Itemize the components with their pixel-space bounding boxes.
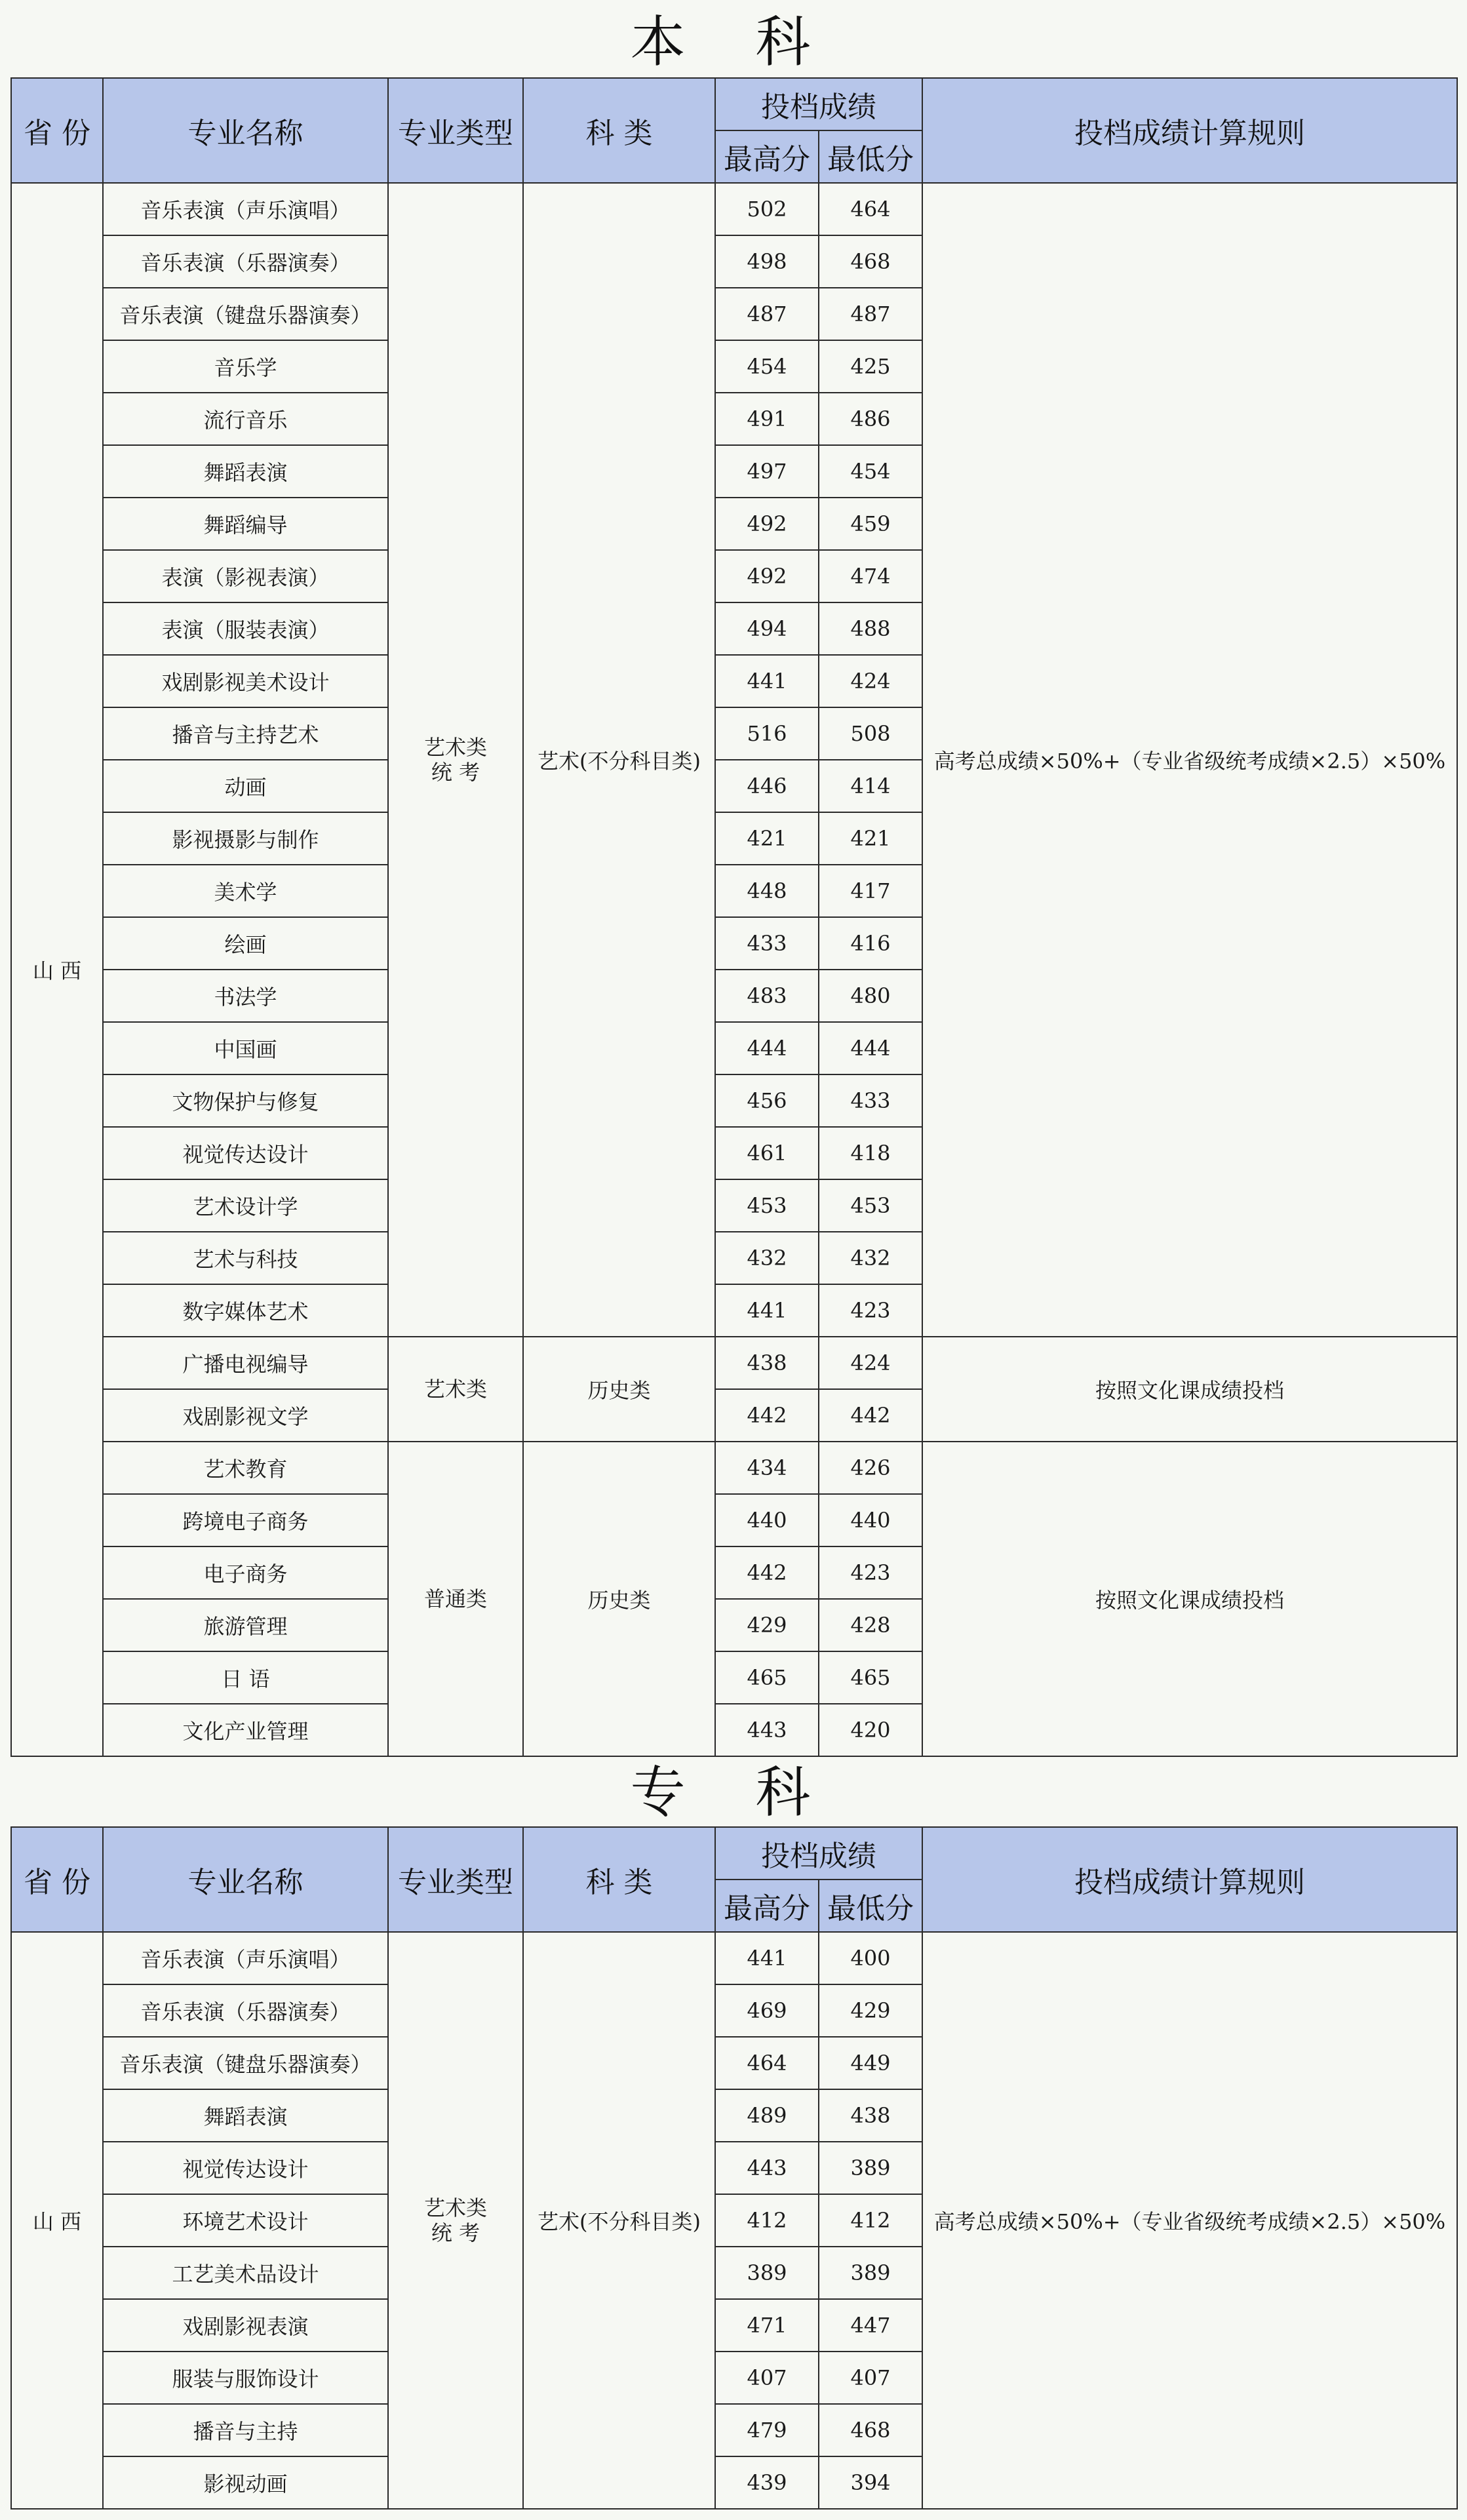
max-score: 498 bbox=[715, 235, 819, 288]
major-name: 音乐表演（声乐演唱） bbox=[103, 1932, 388, 1984]
max-score: 502 bbox=[715, 183, 819, 235]
header-major-type: 专业类型 bbox=[388, 78, 523, 183]
min-score: 421 bbox=[819, 812, 922, 865]
min-score: 425 bbox=[819, 340, 922, 393]
major-name: 影视动画 bbox=[103, 2456, 388, 2509]
major-name: 动画 bbox=[103, 760, 388, 812]
header-min-score: 最低分 bbox=[819, 1880, 922, 1932]
province-cell: 山 西 bbox=[11, 183, 103, 1756]
min-score: 423 bbox=[819, 1546, 922, 1599]
max-score: 446 bbox=[715, 760, 819, 812]
major-name: 视觉传达设计 bbox=[103, 2142, 388, 2194]
min-score: 400 bbox=[819, 1932, 922, 1984]
major-name: 舞蹈编导 bbox=[103, 498, 388, 550]
major-name: 艺术教育 bbox=[103, 1442, 388, 1494]
max-score: 442 bbox=[715, 1389, 819, 1442]
major-name: 影视摄影与制作 bbox=[103, 812, 388, 865]
major-name: 流行音乐 bbox=[103, 393, 388, 445]
section-title-undergraduate: 本 科 bbox=[630, 10, 837, 74]
major-type-line1: 艺术类 bbox=[423, 735, 487, 760]
header-score-group: 投档成绩 bbox=[715, 78, 922, 130]
min-score: 424 bbox=[819, 1337, 922, 1389]
major-name: 音乐学 bbox=[103, 340, 388, 393]
max-score: 441 bbox=[715, 655, 819, 707]
min-score: 423 bbox=[819, 1284, 922, 1337]
min-score: 389 bbox=[819, 2247, 922, 2299]
score-table-undergraduate bbox=[10, 77, 1458, 1757]
rule-cell: 按照文化课成绩投档 bbox=[922, 1442, 1457, 1756]
min-score: 468 bbox=[819, 2404, 922, 2456]
header-province: 省 份 bbox=[11, 1827, 103, 1932]
major-name: 视觉传达设计 bbox=[103, 1127, 388, 1179]
max-score: 443 bbox=[715, 2142, 819, 2194]
table-row bbox=[11, 1337, 1457, 1389]
max-score: 389 bbox=[715, 2247, 819, 2299]
major-name: 绘画 bbox=[103, 917, 388, 970]
min-score: 486 bbox=[819, 393, 922, 445]
major-type-cell bbox=[388, 1932, 523, 2509]
major-type-cell bbox=[388, 1442, 523, 1756]
major-name: 音乐表演（键盘乐器演奏） bbox=[103, 288, 388, 340]
max-score: 438 bbox=[715, 1337, 819, 1389]
min-score: 440 bbox=[819, 1494, 922, 1546]
max-score: 516 bbox=[715, 707, 819, 760]
max-score: 429 bbox=[715, 1599, 819, 1651]
major-type-line2: 统 考 bbox=[431, 2220, 480, 2245]
max-score: 442 bbox=[715, 1546, 819, 1599]
max-score: 465 bbox=[715, 1651, 819, 1704]
major-name: 音乐表演（乐器演奏） bbox=[103, 1984, 388, 2037]
min-score: 508 bbox=[819, 707, 922, 760]
rule-cell: 按照文化课成绩投档 bbox=[922, 1337, 1457, 1442]
header-major-type: 专业类型 bbox=[388, 1827, 523, 1932]
min-score: 447 bbox=[819, 2299, 922, 2352]
max-score: 432 bbox=[715, 1232, 819, 1284]
major-name: 艺术设计学 bbox=[103, 1179, 388, 1232]
max-score: 421 bbox=[715, 812, 819, 865]
min-score: 459 bbox=[819, 498, 922, 550]
major-name: 环境艺术设计 bbox=[103, 2194, 388, 2247]
min-score: 465 bbox=[819, 1651, 922, 1704]
min-score: 468 bbox=[819, 235, 922, 288]
min-score: 418 bbox=[819, 1127, 922, 1179]
major-name: 书法学 bbox=[103, 970, 388, 1022]
max-score: 489 bbox=[715, 2089, 819, 2142]
max-score: 412 bbox=[715, 2194, 819, 2247]
max-score: 461 bbox=[715, 1127, 819, 1179]
category-cell: 艺术(不分科目类) bbox=[523, 183, 715, 1337]
max-score: 497 bbox=[715, 445, 819, 498]
min-score: 433 bbox=[819, 1074, 922, 1127]
major-name: 播音与主持 bbox=[103, 2404, 388, 2456]
header-max-score: 最高分 bbox=[715, 130, 819, 183]
section-title-vocational: 专 科 bbox=[630, 1760, 837, 1824]
min-score: 414 bbox=[819, 760, 922, 812]
major-name: 日 语 bbox=[103, 1651, 388, 1704]
header-category: 科 类 bbox=[523, 78, 715, 183]
max-score: 453 bbox=[715, 1179, 819, 1232]
max-score: 469 bbox=[715, 1984, 819, 2037]
header-rule: 投档成绩计算规则 bbox=[922, 78, 1457, 183]
major-name: 戏剧影视美术设计 bbox=[103, 655, 388, 707]
min-score: 428 bbox=[819, 1599, 922, 1651]
major-name: 工艺美术品设计 bbox=[103, 2247, 388, 2299]
table-row bbox=[11, 1932, 1457, 1984]
major-name: 戏剧影视文学 bbox=[103, 1389, 388, 1442]
category-cell: 艺术(不分科目类) bbox=[523, 1932, 715, 2509]
max-score: 434 bbox=[715, 1442, 819, 1494]
major-name: 音乐表演（乐器演奏） bbox=[103, 235, 388, 288]
header-province: 省 份 bbox=[11, 78, 103, 183]
province-cell: 山 西 bbox=[11, 1932, 103, 2509]
major-type-line1: 艺术类 bbox=[423, 2195, 487, 2220]
max-score: 483 bbox=[715, 970, 819, 1022]
max-score: 491 bbox=[715, 393, 819, 445]
min-score: 417 bbox=[819, 865, 922, 917]
min-score: 487 bbox=[819, 288, 922, 340]
major-type-line1: 普通类 bbox=[423, 1586, 487, 1611]
header-major: 专业名称 bbox=[103, 1827, 388, 1932]
major-name: 艺术与科技 bbox=[103, 1232, 388, 1284]
max-score: 441 bbox=[715, 1284, 819, 1337]
max-score: 441 bbox=[715, 1932, 819, 1984]
min-score: 420 bbox=[819, 1704, 922, 1756]
min-score: 454 bbox=[819, 445, 922, 498]
major-name: 旅游管理 bbox=[103, 1599, 388, 1651]
max-score: 454 bbox=[715, 340, 819, 393]
max-score: 456 bbox=[715, 1074, 819, 1127]
min-score: 464 bbox=[819, 183, 922, 235]
max-score: 487 bbox=[715, 288, 819, 340]
header-major: 专业名称 bbox=[103, 78, 388, 183]
major-name: 文化产业管理 bbox=[103, 1704, 388, 1756]
major-name: 广播电视编导 bbox=[103, 1337, 388, 1389]
min-score: 432 bbox=[819, 1232, 922, 1284]
major-name: 美术学 bbox=[103, 865, 388, 917]
min-score: 389 bbox=[819, 2142, 922, 2194]
max-score: 492 bbox=[715, 498, 819, 550]
major-name: 电子商务 bbox=[103, 1546, 388, 1599]
major-name: 表演（影视表演） bbox=[103, 550, 388, 602]
max-score: 494 bbox=[715, 602, 819, 655]
min-score: 474 bbox=[819, 550, 922, 602]
major-name: 数字媒体艺术 bbox=[103, 1284, 388, 1337]
min-score: 416 bbox=[819, 917, 922, 970]
max-score: 444 bbox=[715, 1022, 819, 1074]
major-name: 文物保护与修复 bbox=[103, 1074, 388, 1127]
max-score: 443 bbox=[715, 1704, 819, 1756]
min-score: 449 bbox=[819, 2037, 922, 2089]
major-name: 服装与服饰设计 bbox=[103, 2352, 388, 2404]
major-type-line2: 统 考 bbox=[431, 760, 480, 785]
max-score: 407 bbox=[715, 2352, 819, 2404]
header-rule: 投档成绩计算规则 bbox=[922, 1827, 1457, 1932]
major-name: 音乐表演（键盘乐器演奏） bbox=[103, 2037, 388, 2089]
header-max-score: 最高分 bbox=[715, 1880, 819, 1932]
max-score: 492 bbox=[715, 550, 819, 602]
rule-cell: 高考总成绩×50%+（专业省级统考成绩×2.5）×50% bbox=[922, 183, 1457, 1337]
min-score: 429 bbox=[819, 1984, 922, 2037]
header-min-score: 最低分 bbox=[819, 130, 922, 183]
max-score: 440 bbox=[715, 1494, 819, 1546]
min-score: 442 bbox=[819, 1389, 922, 1442]
min-score: 438 bbox=[819, 2089, 922, 2142]
min-score: 426 bbox=[819, 1442, 922, 1494]
rule-cell: 高考总成绩×50%+（专业省级统考成绩×2.5）×50% bbox=[922, 1932, 1457, 2509]
max-score: 479 bbox=[715, 2404, 819, 2456]
major-name: 跨境电子商务 bbox=[103, 1494, 388, 1546]
major-name: 表演（服装表演） bbox=[103, 602, 388, 655]
max-score: 439 bbox=[715, 2456, 819, 2509]
major-name: 舞蹈表演 bbox=[103, 445, 388, 498]
major-name: 中国画 bbox=[103, 1022, 388, 1074]
min-score: 488 bbox=[819, 602, 922, 655]
min-score: 424 bbox=[819, 655, 922, 707]
min-score: 407 bbox=[819, 2352, 922, 2404]
min-score: 453 bbox=[819, 1179, 922, 1232]
min-score: 412 bbox=[819, 2194, 922, 2247]
max-score: 433 bbox=[715, 917, 819, 970]
major-name: 舞蹈表演 bbox=[103, 2089, 388, 2142]
min-score: 480 bbox=[819, 970, 922, 1022]
category-cell: 历史类 bbox=[523, 1442, 715, 1756]
major-type-line1: 艺术类 bbox=[423, 1377, 487, 1402]
header-score-group: 投档成绩 bbox=[715, 1827, 922, 1880]
header-category: 科 类 bbox=[523, 1827, 715, 1932]
min-score: 444 bbox=[819, 1022, 922, 1074]
category-cell: 历史类 bbox=[523, 1337, 715, 1442]
major-name: 音乐表演（声乐演唱） bbox=[103, 183, 388, 235]
major-type-cell bbox=[388, 183, 523, 1337]
max-score: 471 bbox=[715, 2299, 819, 2352]
score-table-vocational bbox=[10, 1826, 1458, 2510]
major-type-cell bbox=[388, 1337, 523, 1442]
min-score: 394 bbox=[819, 2456, 922, 2509]
table-row bbox=[11, 183, 1457, 235]
max-score: 464 bbox=[715, 2037, 819, 2089]
major-name: 播音与主持艺术 bbox=[103, 707, 388, 760]
table-row bbox=[11, 1442, 1457, 1494]
max-score: 448 bbox=[715, 865, 819, 917]
major-name: 戏剧影视表演 bbox=[103, 2299, 388, 2352]
